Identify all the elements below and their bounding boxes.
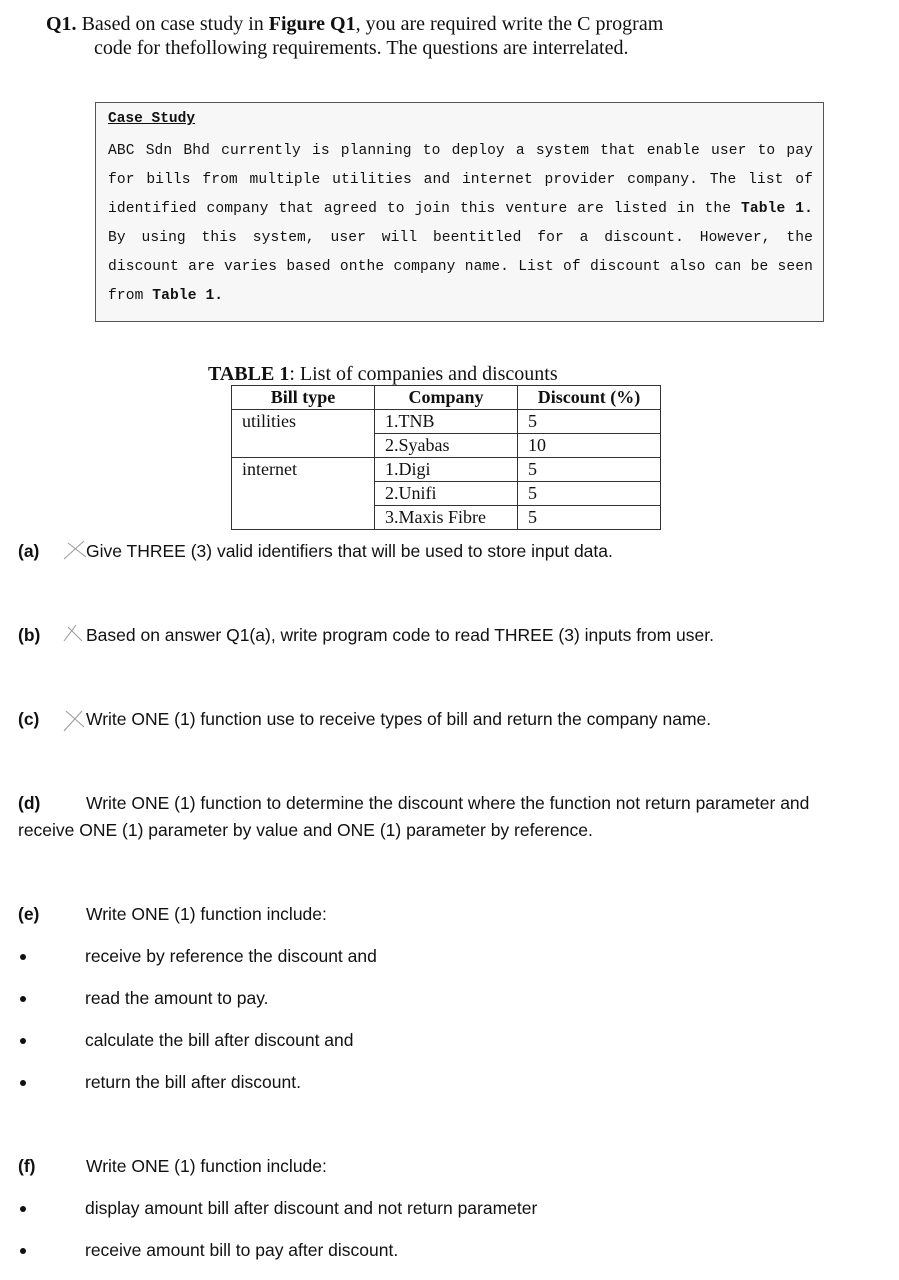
list-item xyxy=(18,1069,301,1096)
case-study-title: Case Study xyxy=(108,111,196,127)
cell-company: 2.Unifi xyxy=(375,482,518,506)
cell-discount: 5 xyxy=(518,458,661,482)
table-header-row xyxy=(232,386,661,410)
figure-reference: Figure Q1 xyxy=(268,13,356,35)
cell-discount: 5 xyxy=(518,410,661,434)
part-a-label: (a) xyxy=(18,541,40,561)
table-reference-1: Table 1. xyxy=(741,201,813,217)
question-text-pre: Based on case study in xyxy=(81,13,269,35)
table-caption-text: : List of companies and discounts xyxy=(289,363,558,385)
question-number: Q1. xyxy=(46,13,77,35)
case-text-part1: ABC Sdn Bhd currently is planning to deploy a system that enable user to pay for bills from multiple utilities and internet provider company. The list of identified company that agreed to join this venture are listed in the xyxy=(108,143,813,217)
part-c-label: (c) xyxy=(18,709,40,729)
cell-company: 1.TNB xyxy=(375,410,518,434)
table-row xyxy=(232,410,661,434)
header-discount: Discount (%) xyxy=(518,386,661,410)
header-bill-type: Bill type xyxy=(232,386,375,410)
table-row xyxy=(232,434,661,458)
bullet-icon xyxy=(20,1248,26,1254)
bullet-icon xyxy=(20,1080,26,1086)
bullet-icon xyxy=(20,954,26,960)
companies-discount-table xyxy=(231,385,661,530)
part-f xyxy=(18,1153,327,1180)
cross-mark-icon xyxy=(62,707,84,729)
case-study-text xyxy=(108,137,813,311)
cell-discount: 10 xyxy=(518,434,661,458)
cross-mark-icon xyxy=(62,623,84,645)
table-row xyxy=(232,482,661,506)
bullet-icon xyxy=(20,1038,26,1044)
list-item xyxy=(18,1195,538,1222)
cell-discount: 5 xyxy=(518,482,661,506)
part-a xyxy=(18,538,613,565)
bullet-text: read the amount to pay. xyxy=(85,988,269,1008)
list-item xyxy=(18,1027,354,1054)
cell-company: 3.Maxis Fibre xyxy=(375,506,518,530)
case-text-part2: By using this system, user will beentitled for a discount. However, the discount are varies based onthe company name. List of discount also can be seen from xyxy=(108,230,813,304)
part-d xyxy=(18,790,888,844)
list-item xyxy=(18,985,269,1012)
cell-bill-type: internet xyxy=(232,458,375,482)
part-a-text: Give THREE (3) valid identifiers that will be used to store input data. xyxy=(86,541,613,561)
part-b-text: Based on answer Q1(a), write program code to read THREE (3) inputs from user. xyxy=(86,625,715,645)
bullet-icon xyxy=(20,1206,26,1212)
part-d-label: (d) xyxy=(18,793,41,813)
cell-bill-type: utilities xyxy=(232,410,375,434)
part-f-text: Write ONE (1) function include: xyxy=(86,1156,327,1176)
bullet-text: display amount bill after discount and not return parameter xyxy=(85,1198,538,1218)
part-e xyxy=(18,901,327,928)
part-c-text: Write ONE (1) function use to receive types of bill and return the company name. xyxy=(86,709,712,729)
question-text-line2: code for thefollowing requirements. The questions are interrelated. xyxy=(94,37,629,59)
table-caption xyxy=(208,362,558,386)
part-f-label: (f) xyxy=(18,1156,36,1176)
header-company: Company xyxy=(375,386,518,410)
part-b xyxy=(18,622,714,649)
cross-mark-icon xyxy=(62,539,84,561)
list-item xyxy=(18,943,377,970)
table-caption-label: TABLE 1 xyxy=(208,363,290,385)
cell-bill-type xyxy=(232,506,375,530)
cell-company: 1.Digi xyxy=(375,458,518,482)
part-d-text: Write ONE (1) function to determine the discount where the function not return parameter and xyxy=(86,793,810,813)
bullet-text: receive by reference the discount and xyxy=(85,946,377,966)
bullet-text: calculate the bill after discount and xyxy=(85,1030,354,1050)
case-study-box xyxy=(95,102,824,322)
bullet-text: receive amount bill to pay after discount. xyxy=(85,1240,399,1260)
part-c xyxy=(18,706,711,733)
part-e-text: Write ONE (1) function include: xyxy=(86,904,327,924)
list-item xyxy=(18,1237,399,1264)
part-d-text-2: receive ONE (1) parameter by value and ONE (1) parameter by reference. xyxy=(18,820,593,840)
cell-company: 2.Syabas xyxy=(375,434,518,458)
table-row xyxy=(232,506,661,530)
cell-bill-type xyxy=(232,482,375,506)
part-e-label: (e) xyxy=(18,904,40,924)
bullet-text: return the bill after discount. xyxy=(85,1072,301,1092)
question-heading xyxy=(46,12,746,60)
table-reference-2: Table 1. xyxy=(152,288,224,304)
question-text-post: , you are required write the C program xyxy=(355,13,664,35)
cell-discount: 5 xyxy=(518,506,661,530)
table-row xyxy=(232,458,661,482)
part-b-label: (b) xyxy=(18,625,41,645)
cell-bill-type xyxy=(232,434,375,458)
bullet-icon xyxy=(20,996,26,1002)
